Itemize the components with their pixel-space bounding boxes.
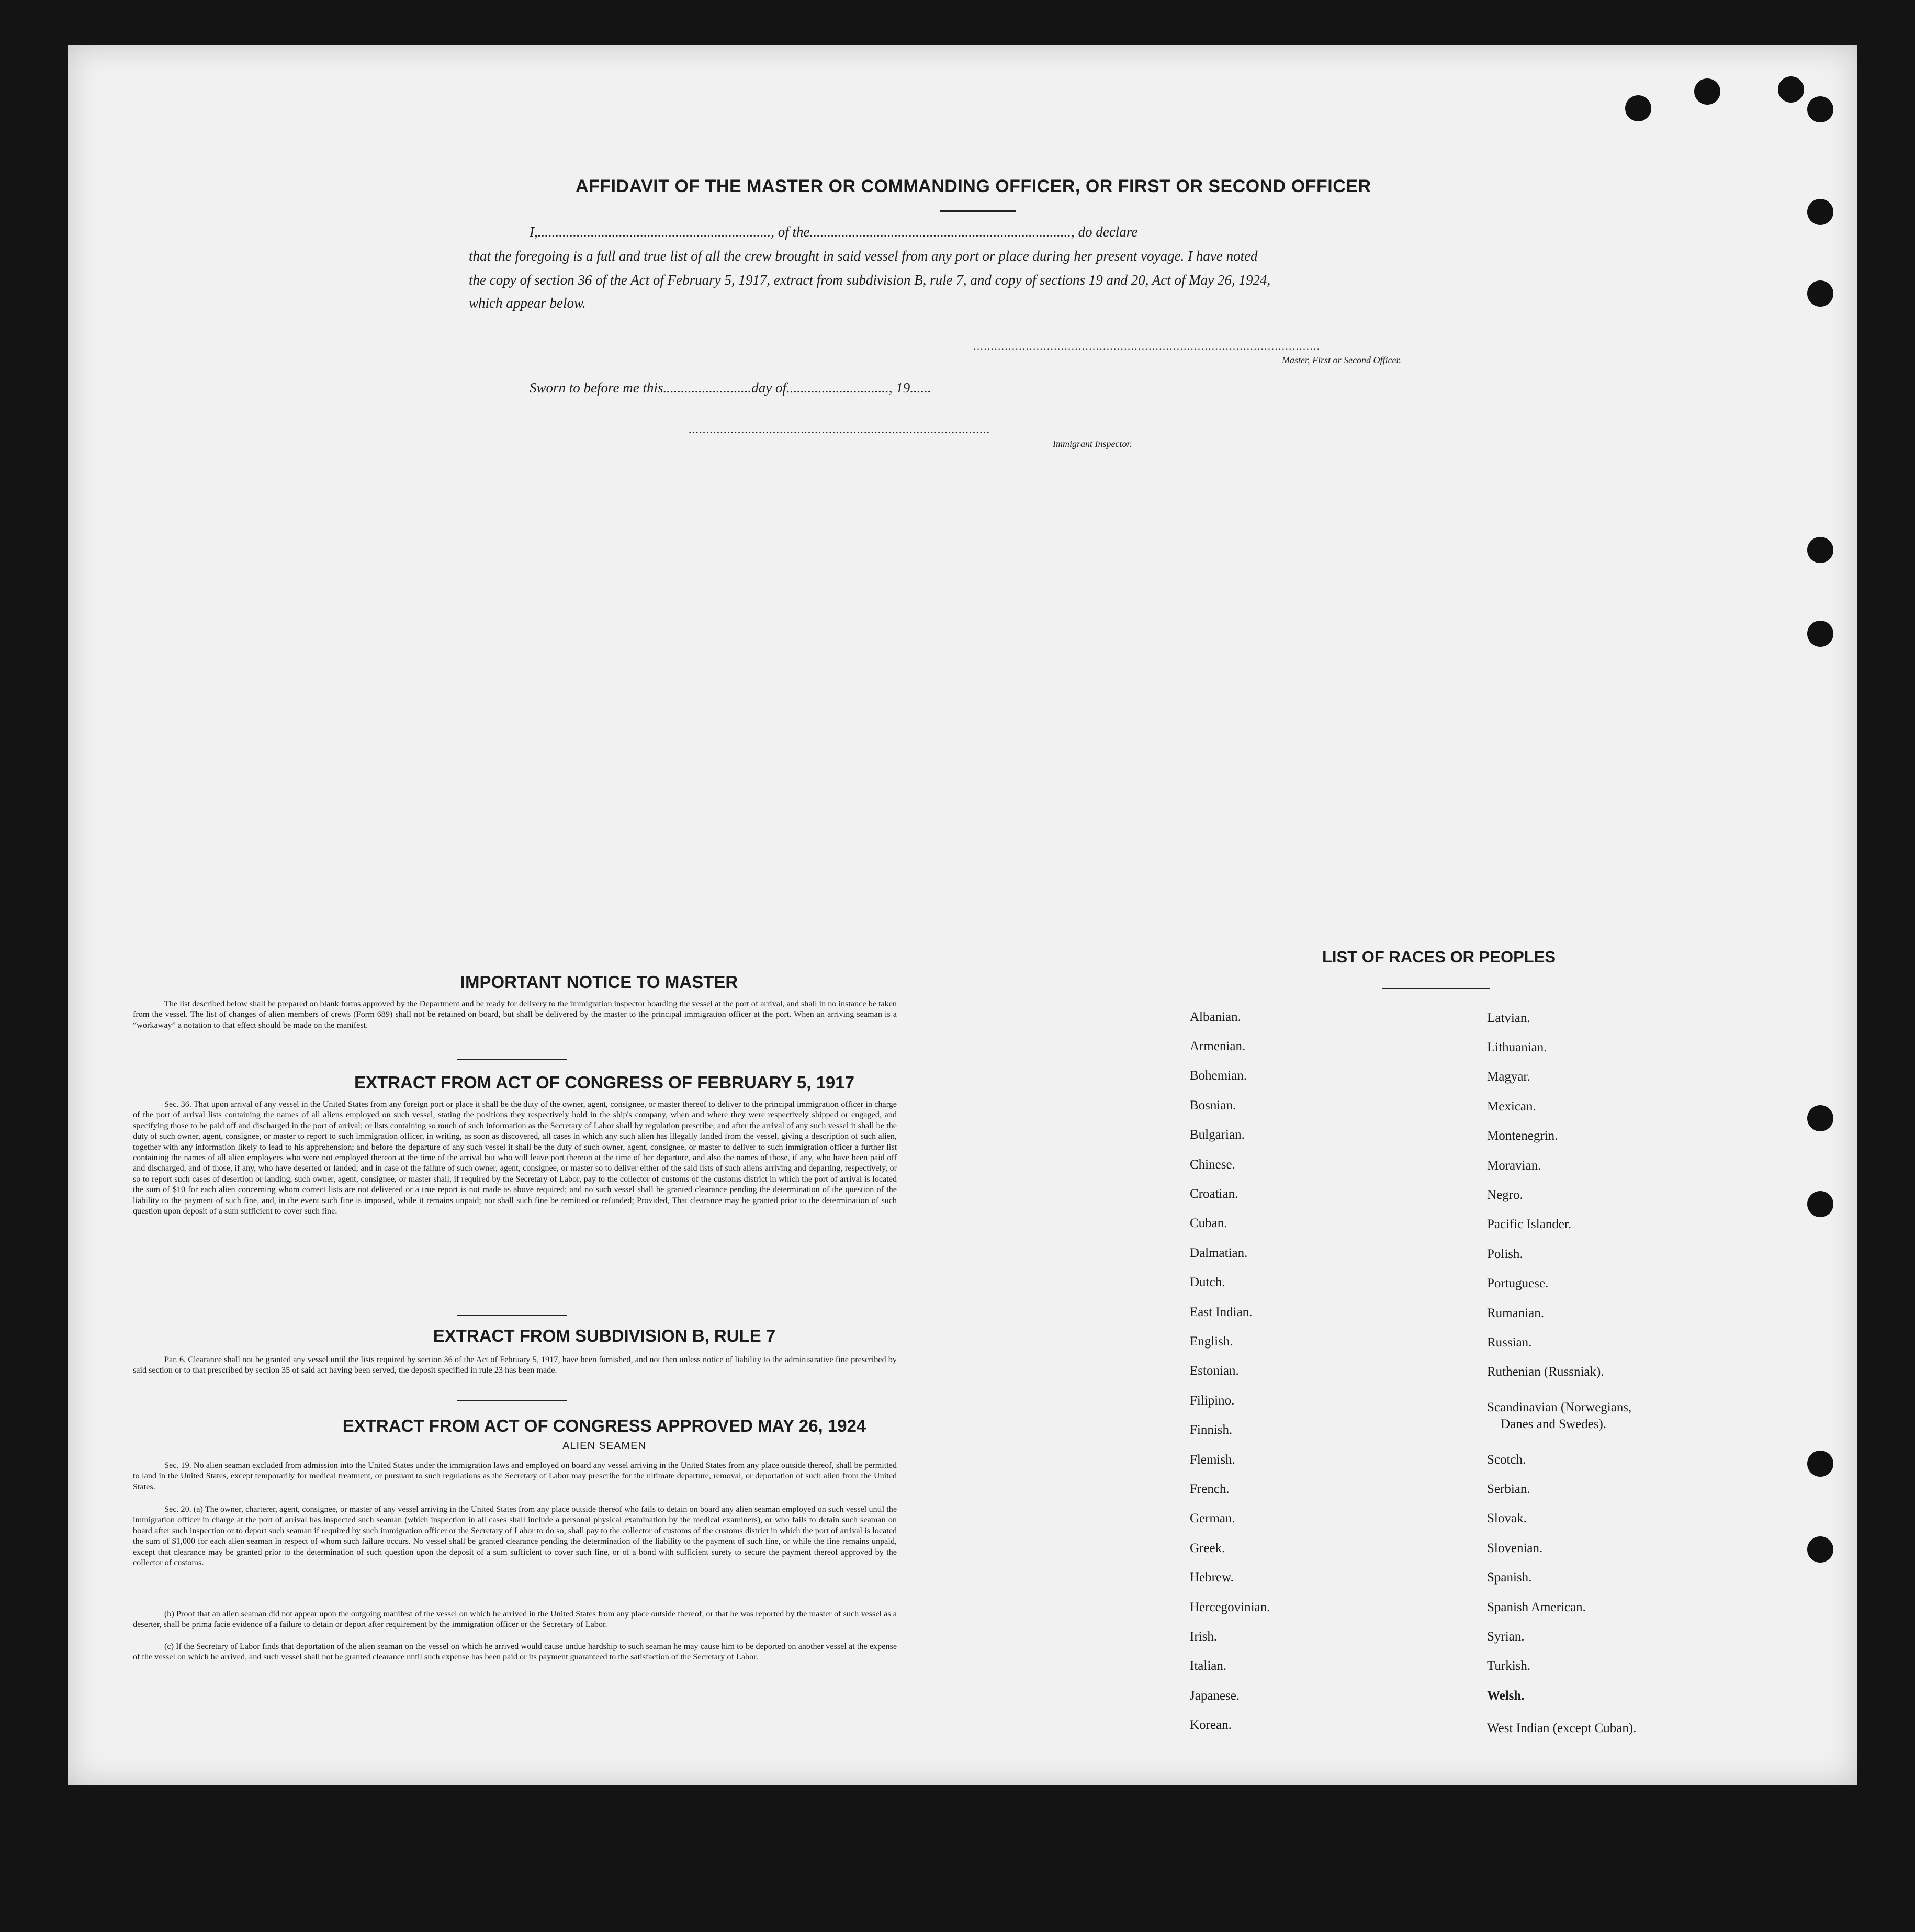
race-item: Slovak. <box>1487 1511 1527 1525</box>
signature-caption: Master, First or Second Officer. <box>1282 355 1401 365</box>
sec-20b-text: (b) Proof that an alien seaman did not appear upon the outgoing manifest of the vessel on which he arrived in the United States from any place outside thereof, or that he was reported by the master of such vessel as a deserter, shall be prima facie evidence of a failure to detain or deport after requirement by the immigration officer or the Secretary of Labor. <box>133 1609 897 1630</box>
races-title-rule <box>1382 988 1490 989</box>
affidavit-text-line: the copy of section 36 of the Act of February 5, 1917, extract from subdivision B, rule 7, and copy of sections 19 and 20, Act of May 26, 1924, <box>469 272 1271 288</box>
race-item: Ruthenian (Russniak). <box>1487 1365 1604 1379</box>
act-1924-subtitle: ALIEN SEAMEN <box>562 1440 646 1452</box>
race-item: Bohemian. <box>1190 1069 1247 1083</box>
punch-hole <box>1807 280 1833 307</box>
sec-20c-text: (c) If the Secretary of Labor finds that deportation of the alien seaman on the vessel on which he arrived would cause undue hardship to such seaman he may cause him to be deported on another vessel at the expense of the vessel on which he arrived, and such vessel shall not be granted clearance until such expense has been paid or its payment guaranteed to the satisfaction of the Secretary of Labor. <box>133 1642 897 1662</box>
race-item: Latvian. <box>1487 1011 1530 1025</box>
race-item: Hercegovinian. <box>1190 1600 1270 1614</box>
race-item: Mexican. <box>1487 1099 1536 1114</box>
signature-line: ................................................................................................... <box>973 339 1321 352</box>
punch-hole <box>1778 76 1804 103</box>
race-item: Slovenian. <box>1487 1541 1543 1555</box>
race-item: Chinese. <box>1190 1158 1235 1172</box>
punch-hole <box>1807 1451 1833 1477</box>
notice-text: The list described below shall be prepared on blank forms approved by the Department and be ready for delivery to the immigration inspector boarding the vessel at the port of arrival, and shall in no instance be taken from the vessel. The list of changes of alien members of crews (Form 689) shall not be retained on board, but shall be delivered by the master to the principal immigration officer at the port. When an arriving seaman is a “workaway” a notation to that effect should be made on the manifest. <box>133 999 897 1030</box>
race-item: German. <box>1190 1511 1235 1525</box>
punch-hole <box>1807 537 1833 563</box>
punch-hole <box>1807 199 1833 225</box>
affidavit-text-line: that the foregoing is a full and true list of all the crew brought in said vessel from any port or place during her present voyage. I have noted <box>469 248 1258 264</box>
punch-hole <box>1625 95 1651 121</box>
punch-hole <box>1807 621 1833 647</box>
rule-7-text: Par. 6. Clearance shall not be granted any vessel until the lists required by section 36 of the Act of February 5, 1917, have been furnished, and not then unless notice of liability to the administrative fine prescribed by said section or to that prescribed by section 35 of said act having been served, the deposit specified in rule 23 has been made. <box>133 1355 897 1375</box>
punch-hole <box>1694 78 1720 105</box>
race-item: Spanish American. <box>1487 1600 1586 1614</box>
affidavit-text-line: which appear below. <box>469 295 586 311</box>
sec-20a-text: Sec. 20. (a) The owner, charterer, agent, consignee, or master of any vessel arriving in the United States from any place outside thereof who fails to detain on board any alien seaman employed on such vessel until the immigration officer in charge at the port of arrival has inspected such seaman (which inspection in all cases shall include a personal physical examination by the medical examiners), or who fails to detain such seaman on board after such inspection or to deport such seaman if required by such immigration officer or the Secretary of Labor to do so, shall pay to the collector of customs of the customs district in which the port of arrival is located the sum of $1,000 for each alien seaman in respect of whom such failure occurs. No vessel shall be granted clearance pending the determination of the liability to the payment of such fine, or while the fine remains unpaid, except that clearance may be granted prior to the determination of such question upon the deposit of a sum sufficient to cover such fine, or of a bond with sufficient surety to secure the payment thereof approved by the collector of customs. <box>133 1504 897 1568</box>
race-item: Moravian. <box>1487 1159 1541 1173</box>
race-item: Greek. <box>1190 1541 1225 1555</box>
race-item: Bosnian. <box>1190 1098 1236 1113</box>
race-item: Japanese. <box>1190 1689 1240 1703</box>
race-item: Dalmatian. <box>1190 1246 1248 1260</box>
notice-title: IMPORTANT NOTICE TO MASTER <box>460 972 738 992</box>
race-item: Irish. <box>1190 1630 1218 1644</box>
race-item: Croatian. <box>1190 1187 1238 1201</box>
race-item: Pacific Islander. <box>1487 1217 1572 1231</box>
race-item: Armenian. <box>1190 1039 1246 1053</box>
race-item: Estonian. <box>1190 1364 1239 1378</box>
race-item: Spanish. <box>1487 1570 1532 1585</box>
race-item: Flemish. <box>1190 1453 1235 1467</box>
race-item: Russian. <box>1487 1335 1532 1350</box>
affidavit-title: AFFIDAVIT OF THE MASTER OR COMMANDING OFFICER, OR FIRST OR SECOND OFFICER <box>576 176 1371 196</box>
race-item: Turkish. <box>1487 1659 1531 1673</box>
section-rule <box>457 1315 567 1316</box>
race-item: French. <box>1190 1482 1230 1496</box>
punch-hole <box>1807 1536 1833 1563</box>
race-item: Serbian. <box>1487 1482 1530 1496</box>
inspector-caption: Immigrant Inspector. <box>1053 439 1132 449</box>
race-item: West Indian (except Cuban). <box>1487 1721 1637 1735</box>
race-item: Welsh. <box>1487 1689 1525 1703</box>
race-item: East Indian. <box>1190 1305 1253 1319</box>
section-rule <box>457 1400 567 1401</box>
race-item: Lithuanian. <box>1487 1040 1547 1054</box>
race-item: Rumanian. <box>1487 1306 1545 1320</box>
races-title: LIST OF RACES OR PEOPLES <box>1322 948 1556 966</box>
race-item: Bulgarian. <box>1190 1128 1245 1142</box>
punch-hole <box>1807 1191 1833 1217</box>
race-item: Korean. <box>1190 1718 1232 1732</box>
rule-7-title: EXTRACT FROM SUBDIVISION B, RULE 7 <box>433 1326 776 1345</box>
act-1917-text: Sec. 36. That upon arrival of any vessel in the United States from any foreign port or place it shall be the duty of the owner, agent, consignee, or master thereof to deliver to the principal immigration officer in charge of the port of arrival lists containing the names of all aliens employed on such vessel, stating the positions they respectively hold in the ship's company, when and where they were respectively shipped or engaged, and specifying those to be paid off and discharged in the port of arrival; or lists containing so much of such information as the Secretary of Labor shall by regulation prescribe; and after the arrival of any such vessel it shall be the duty of such owner, agent, consignee, or master to report to such immigration officer, in writing, as soon as discovered, all cases in which any such alien has illegally landed from the vessel, giving a description of such alien, together with any information likely to lead to his apprehension; and before the departure of any such vessel it shall be the duty of such owner, agent, consignee, or master to deliver to such immigration officer a further list containing the names of all alien employees who were not employed thereon at the time of the arrival but who will leave port thereon at the time of her departure, and also the names of those, if any, who have been paid off and discharged, and of those, if any, who have deserted or landed; and in case of the failure of such owner, agent, consignee, or master so to deliver either of the said lists of such aliens arriving and departing, respectively, or so to report such cases of desertion or landing, such owner, agent, consignee, or master shall, if required by the Secretary of Labor, pay to the collector of customs of the customs district in which the port of arrival is located the sum of $10 for each alien concerning whom correct lists are not delivered or a true report is not made as above required; and no such vessel shall be granted clearance pending the determination of the question of the liability to the payment of such fine, and, in the event such fine is imposed, while it remains unpaid; nor shall such fine be remitted or refunded; Provided, That clearance may be granted prior to the determination of such question upon deposit of a sum sufficient to cover such fine. <box>133 1099 897 1216</box>
act-1924-title: EXTRACT FROM ACT OF CONGRESS APPROVED MAY 26, 1924 <box>342 1416 866 1435</box>
punch-hole <box>1807 1105 1833 1131</box>
act-1917-title: EXTRACT FROM ACT OF CONGRESS OF FEBRUARY 5, 1917 <box>354 1073 854 1092</box>
race-item-continuation: Danes and Swedes). <box>1501 1417 1607 1431</box>
sec-19-text: Sec. 19. No alien seaman excluded from admission into the United States under the immigration laws and employed on board any vessel arriving in the United States from any place outside thereof, shall be permitted to land in the United States, except temporarily for medical treatment, or pursuant to such regulations as the Secretary of Labor may prescribe for the ultimate departure, removal, or deportation of such alien from the United States. <box>133 1461 897 1491</box>
sworn-line: Sworn to before me this.........................day of............................., 19...... <box>530 380 931 396</box>
race-item: Albanian. <box>1190 1010 1241 1024</box>
race-item: Portuguese. <box>1487 1276 1549 1290</box>
race-item: Cuban. <box>1190 1216 1227 1230</box>
race-item: Magyar. <box>1487 1070 1530 1084</box>
race-item: Negro. <box>1487 1188 1523 1202</box>
race-item: Italian. <box>1190 1659 1227 1673</box>
title-rule <box>940 210 1016 212</box>
section-rule <box>457 1059 567 1060</box>
race-item: Montenegrin. <box>1487 1129 1558 1143</box>
race-item: English. <box>1190 1334 1233 1349</box>
race-item: Syrian. <box>1487 1630 1525 1644</box>
race-item: Scotch. <box>1487 1453 1526 1467</box>
race-item: Scandinavian (Norwegians, <box>1487 1400 1632 1414</box>
race-item: Polish. <box>1487 1247 1523 1261</box>
affidavit-declaration-line: I,.................................................................., of the.........................................................................., do declare <box>530 224 1138 240</box>
race-item: Filipino. <box>1190 1394 1235 1408</box>
race-item: Dutch. <box>1190 1275 1225 1289</box>
race-item: Finnish. <box>1190 1423 1233 1437</box>
race-item: Hebrew. <box>1190 1570 1234 1585</box>
punch-hole <box>1807 96 1833 122</box>
inspector-signature-line: ...................................................................................... <box>689 423 990 436</box>
